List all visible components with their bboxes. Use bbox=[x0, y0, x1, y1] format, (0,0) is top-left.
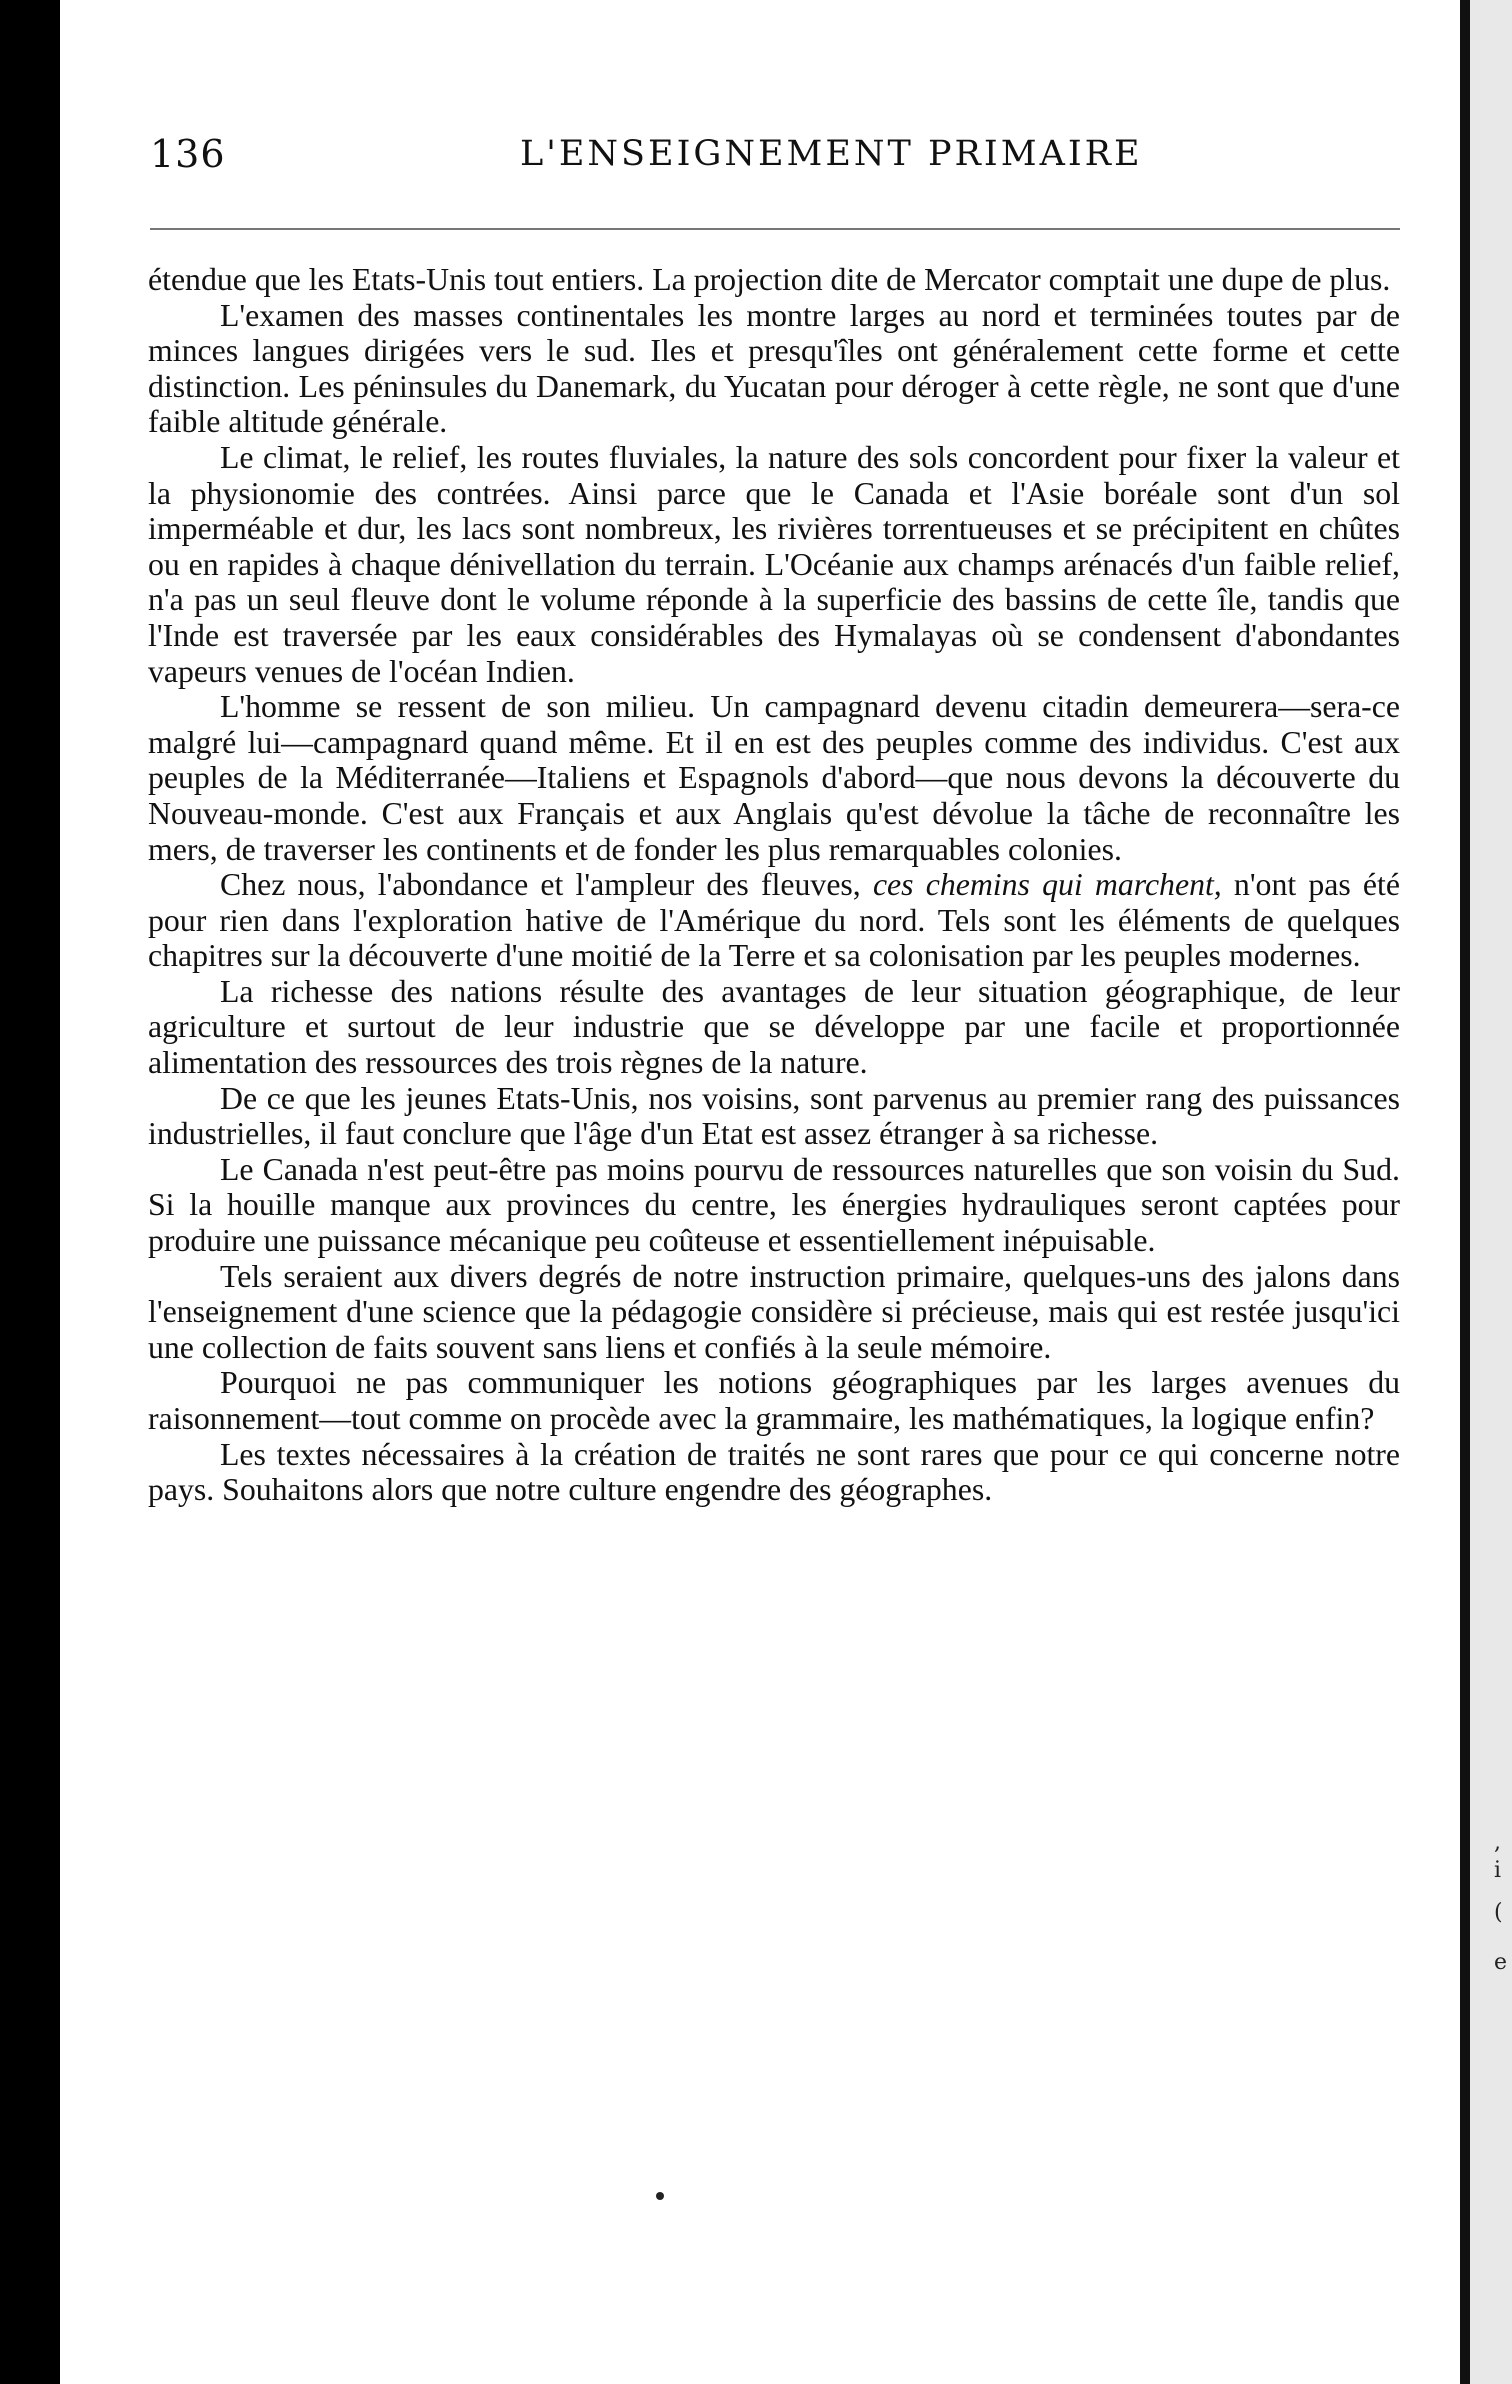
paragraph: Le Canada n'est peut-être pas moins pourvu de ressources naturelles que son voisin du Sud. Si la houille manque aux provinces du centre, les énergies hydrauliques seront captées pour produire une puissance mécanique peu coûteuse et essentiellement inépuisable. bbox=[148, 1151, 1400, 1259]
paragraph: étendue que les Etats-Unis tout entiers. La projection dite de Mercator comptait une dupe de plus. bbox=[148, 262, 1391, 297]
paragraph: Les textes nécessaires à la création de traités ne sont rares que pour ce qui concerne notre pays. Souhaitons alors que notre culture engendre des géographes. bbox=[148, 1436, 1400, 1508]
italic-phrase: ces chemins qui marchent, bbox=[872, 867, 1222, 903]
paragraph: De ce que les jeunes Etats-Unis, nos voisins, sont parvenus au premier rang des puissances industrielles, il faut conclure que l'âge d'un Etat est assez étranger à sa richesse. bbox=[148, 1080, 1400, 1152]
body-text bbox=[148, 262, 1400, 1508]
paragraph-text: n'ont pas été pour rien dans l'exploration hative de l'Amérique du nord. Tels sont les éléments de quelques chapitres sur la découverte d'une moitié de la Terre et sa colonisation par les peuples modernes. bbox=[148, 867, 1400, 974]
margin-mark: e bbox=[1494, 1950, 1508, 1975]
header-rule bbox=[150, 228, 1400, 230]
margin-mark: i bbox=[1494, 1858, 1502, 1883]
paragraph: L'examen des masses continentales les montre larges au nord et terminées toutes par de minces langues dirigées vers le sud. Iles et presqu'îles ont généralement cette forme et cette distinction. Les péninsules du Danemark, du Yucatan pour déroger à cette règle, ne sont que d'une faible altitude générale. bbox=[148, 297, 1400, 440]
end-dot bbox=[656, 2192, 664, 2200]
page-number: 136 bbox=[150, 132, 226, 176]
paragraph-text: Chez nous, l'abondance et l'ampleur des fleuves, bbox=[220, 867, 873, 903]
paragraph: Pourquoi ne pas communiquer les notions géographiques par les larges avenues du raisonnement—tout comme on procède avec la grammaire, les mathématiques, la logique enfin? bbox=[148, 1365, 1400, 1436]
paragraph: Tels seraient aux divers degrés de notre instruction primaire, quelques-uns des jalons dans l'enseignement d'une science que la pédagogie considère si précieuse, mais qui est restée jusqu'ici une collection de faits souvent sans liens et confiés à la seule mémoire. bbox=[148, 1258, 1400, 1365]
running-title: L'ENSEIGNEMENT PRIMAIRE bbox=[520, 134, 1143, 174]
margin-mark: , bbox=[1494, 1830, 1501, 1855]
paragraph: Le climat, le relief, les routes fluviales, la nature des sols concordent pour fixer la valeur et la physionomie des contrées. Ainsi parce que le Canada et l'Asie boréale sont d'un sol imperméable et dur, les lacs sont nombreux, les rivières torrentueuses et se précipitent en chûtes ou en rapides à chaque dénivellation du terrain. L'Océanie aux champs arénacés d'un faible relief, n'a pas un seul fleuve dont le volume réponde à la superficie des bassins de cette île, tandis que l'Inde est traversée par les eaux considérables des Hymalayas où se condensent d'abondantes vapeurs venues de l'océan Indien. bbox=[148, 439, 1400, 689]
margin-mark: ( bbox=[1494, 1900, 1503, 1925]
paragraph: L'homme se ressent de son milieu. Un campagnard devenu citadin demeurera—sera-ce malgré lui—campagnard quand même. Et il en est des peuples comme des individus. C'est aux peuples de la Méditerranée—Italiens et Espagnols d'abord—que nous devons la découverte du Nouveau-monde. C'est aux Français et aux Anglais qu'est dévolue la tâche de reconnaître les mers, de traverser les continents et de fonder les plus remarquables colonies. bbox=[148, 689, 1400, 867]
facing-page-edge bbox=[1460, 0, 1512, 2384]
paragraph: La richesse des nations résulte des avantages de leur situation géographique, de leur agriculture et surtout de leur industrie que se développe par une facile et proportionnée alimentation des ressources des trois règnes de la nature. bbox=[148, 973, 1400, 1081]
paragraph bbox=[148, 867, 1400, 974]
page-header bbox=[150, 124, 1400, 184]
